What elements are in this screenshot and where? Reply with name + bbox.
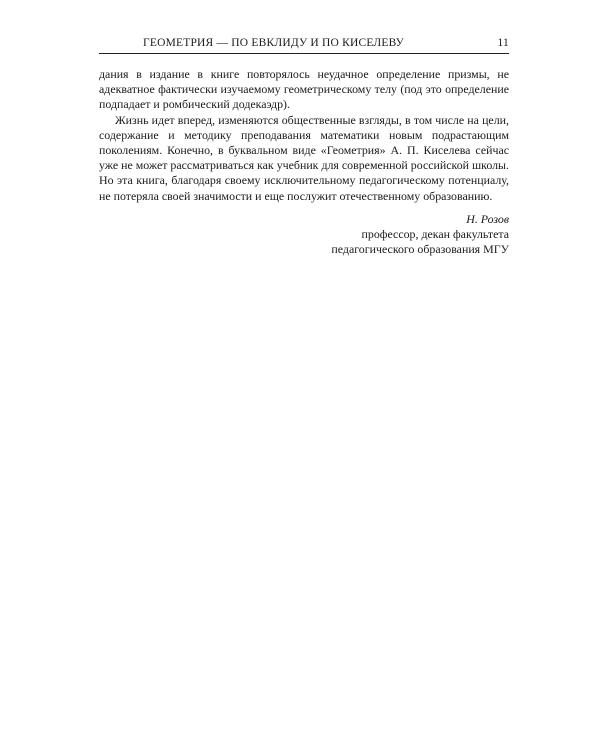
page-number: 11: [497, 37, 509, 49]
paragraph-main: Жизнь идет вперед, изменяются общественные взгляды, в том числе на цели, содержание и методику преподавания математики новым подрастающим поколениям. Конечно, в буквальном виде «Геометрия» А. П. Киселева сейчас уже не может рассматриваться как учебник для современной российской школы. Но эта книга, благодаря своему исключительному педагогическому потенциалу, не потеряла своей значимости и еще послужит отечественному образованию.: [99, 112, 509, 203]
signature-block: [99, 212, 509, 258]
running-title: ГЕОМЕТРИЯ — ПО ЕВКЛИДУ И ПО КИСЕЛЕВУ: [143, 37, 404, 49]
running-head: [99, 35, 509, 54]
author-name: Н. Розов: [466, 212, 509, 226]
author-position-line-1: профессор, декан факультета: [361, 227, 509, 242]
paragraph-continuation: дания в издание в книге повторялось неудачное определение призмы, не адекватное фактически изучаемому геометрическому телу (под это определение подпадает и ромбический додекаэдр).: [99, 67, 509, 112]
body-text: [99, 67, 509, 204]
author-position-line-2: педагогического образования МГУ: [331, 242, 509, 257]
